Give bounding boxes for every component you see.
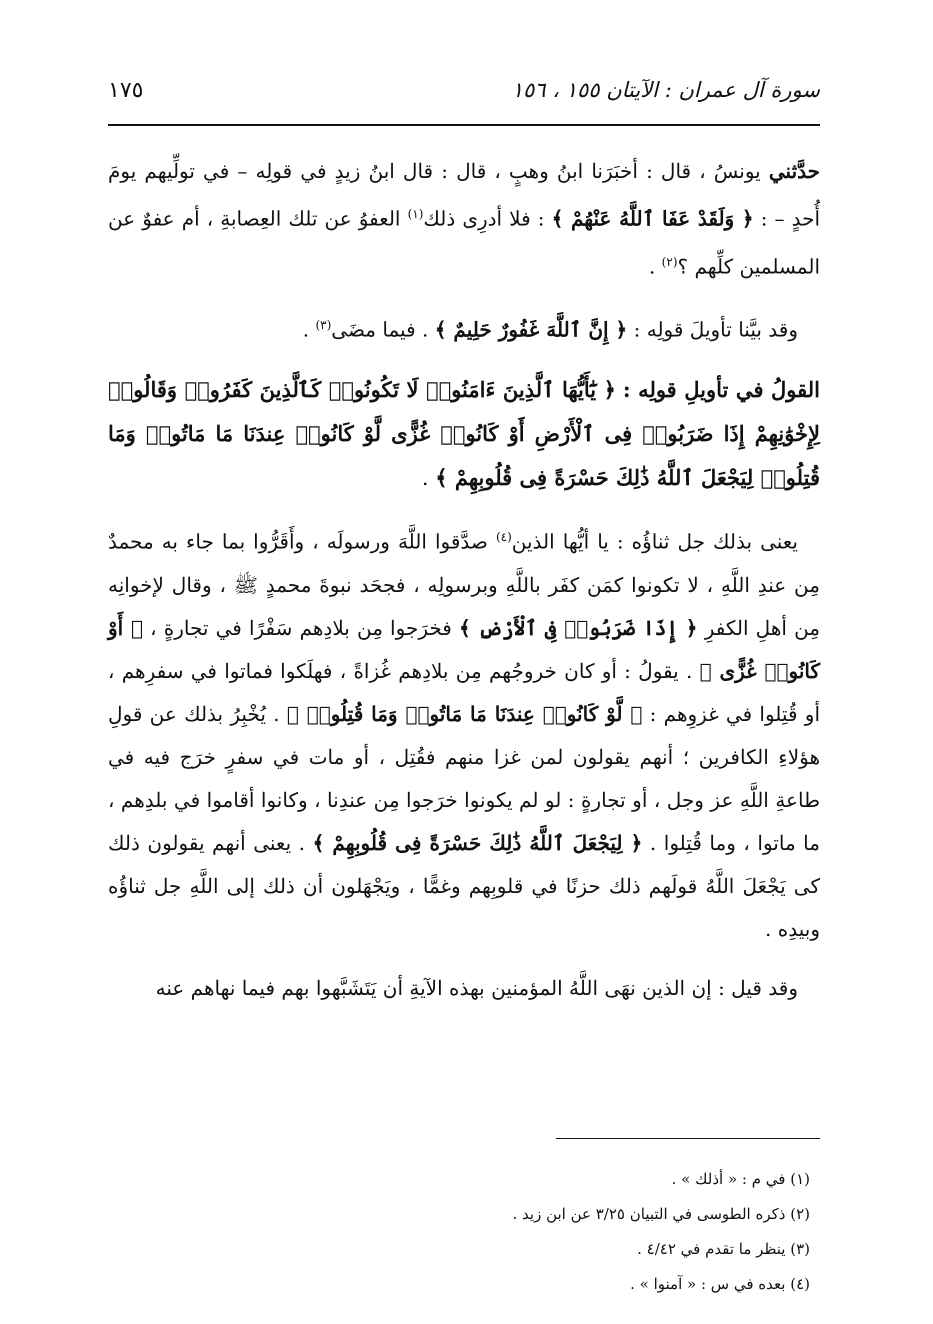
paragraph-3 — [108, 516, 820, 951]
paragraph-4 — [108, 967, 820, 1010]
text-segment: . يقولُ : أو كان خروجُهم مِن بلادِهم غُزاةً ، فهلَكوا فماتوا في سفرِهم ، أو قُتِلوا في غزوِهم : — [108, 658, 821, 726]
quran-quote: ﴿ يَٰٓأَيُّهَا ٱلَّذِينَ ءَامَنُوا۟ لَا تَكُونُوا۟ كَٱلَّذِينَ كَفَرُوا۟ وَقَالُوا۟ لِإِخْوَٰنِهِمْ إِذَا ضَرَبُوا۟ فِى ٱلْأَرْضِ أَوْ كَانُوا۟ غُزًّى لَّوْ كَانُوا۟ عِندَنَا مَا مَاتُوا۟ وَمَا قُتِلُوا۟ لِيَجْعَلَ ٱللَّهُ ذَٰلِكَ حَسْرَةً فِى قُلُوبِهِمْ ﴾ — [108, 376, 820, 490]
footnote-1: (١) في م : « أذلك » . — [671, 1170, 810, 1188]
text-segment: العفوُ عن تلك العِصابةِ ، أم عفوٌ عن المسلمين كلِّهم ؟ — [108, 206, 820, 279]
running-title: سورة آل عمران : الآيتان ١٥٥ ، ١٥٦ — [511, 78, 820, 102]
quran-quote: ﴿ إِذَا ضَرَبُوا۟ فِى ٱلْأَرْضِ ﴾ — [458, 615, 698, 640]
paragraph-heading — [108, 368, 820, 500]
footnote-ref: (٤) — [495, 529, 512, 544]
header-rule — [108, 124, 820, 126]
text-segment: . يعنى أنهم يقولون ذلك كى يَجْعَلَ اللَّهُ قولَهم ذلك حزنًا في قلوبِهم وغمًّا ، ويَجْهَلون أن ذلك إلى اللَّهِ جل ثناؤُه وبيدِه . — [108, 830, 820, 941]
footnote-ref: (١) — [407, 207, 424, 221]
footnote-rule — [556, 1138, 820, 1139]
text-segment: فخرَجوا مِن بلادِهم سَفْرًا في تجارةٍ ، — [150, 615, 452, 640]
quran-quote: ﴿ أَوْ كَانُوا۟ غُزًّى ﴾ — [108, 615, 821, 683]
text-segment: . — [421, 465, 429, 490]
text-segment: . — [648, 254, 656, 279]
text-segment: يعنى بذلك جل ثناؤُه : يا أيُّها الذين — [511, 529, 798, 554]
footnote-ref: (٢) — [661, 254, 678, 269]
footnote-3: (٣) ينظر ما تقدم في ٤/٤٢ . — [637, 1240, 810, 1258]
footnote-4: (٤) بعده في س : « آمنوا » . — [630, 1275, 810, 1293]
quran-quote: ﴿ إِنَّ ٱللَّهَ غَفُورٌ حَلِيمٌ ﴾ — [434, 317, 628, 342]
text-segment: وقد قيل : إن الذين نهَى اللَّهُ المؤمنين بهذه الآيةِ أن يَتَشَبَّهوا بهم فيما نهاهم عنه — [155, 975, 798, 1000]
paragraph-2 — [108, 304, 820, 352]
text-segment: . فيما مضَى — [331, 317, 429, 342]
page-number: ١٧٥ — [108, 78, 144, 103]
footnote-2: (٢) ذكره الطوسى في التبيان ٣/٢٥ عن ابن زيد . — [512, 1205, 810, 1223]
page-header — [108, 78, 820, 114]
text-segment: وقد بيَّنا تأويلَ قولِه : — [633, 317, 798, 342]
text-segment: . يُخْبِرُ بذلك عن قولِ هؤلاءِ الكافرين ؛ أنهم يقولون لمن غزا منهم فقُتِل ، أو مات في سفرٍ خرَج فيه في طاعةِ اللَّهِ عز وجل ، أو تجارةٍ : لو لم يكونوا خرَجوا مِن عندِنا ، وكانوا أقاموا في بلدِهم ، ما ماتوا ، وما قُتِلوا . — [108, 701, 820, 855]
quran-quote: ﴿ وَلَقَدْ عَفَا ٱللَّهُ عَنْهُمْ ﴾ — [551, 206, 754, 231]
main-text — [108, 150, 820, 1026]
quran-quote: ﴿ لِيَجْعَلَ ٱللَّهُ ذَٰلِكَ حَسْرَةً فِى قُلُوبِهِمْ ﴾ — [312, 830, 643, 855]
footnotes — [108, 1162, 820, 1302]
paragraph-1 — [108, 150, 820, 288]
text-segment: . — [302, 317, 310, 342]
quran-quote: ﴿ لَّوْ كَانُوا۟ عِندَنَا مَا مَاتُوا۟ وَمَا قُتِلُوا۟ ﴾ — [286, 701, 643, 726]
footnote-ref: (٣) — [315, 318, 332, 333]
narration-lead: حدَّثني — [768, 159, 820, 183]
section-heading: القولُ في تأويلِ قولِه : — [622, 376, 820, 402]
text-segment: : فلا أدرِى ذلك — [423, 206, 545, 231]
text-segment: يونسُ ، قال : أخبَرَنا ابنُ وهبٍ ، قال : قال ابنُ زيدٍ في قولِه – في تولِّيهم يومَ أُحدٍ – : — [108, 159, 821, 231]
text-segment: صدَّقوا اللَّهَ ورسولَه ، وأَقَرُّوا بما جاء به محمدٌ مِن عندِ اللَّهِ ، لا تكونوا كمَن كفَر باللَّهِ وبرسولِه ، فجحَد نبوةَ محمدٍ ﷺ ، وقال لإخوانِه مِن أهلِ الكفرِ — [108, 529, 821, 640]
